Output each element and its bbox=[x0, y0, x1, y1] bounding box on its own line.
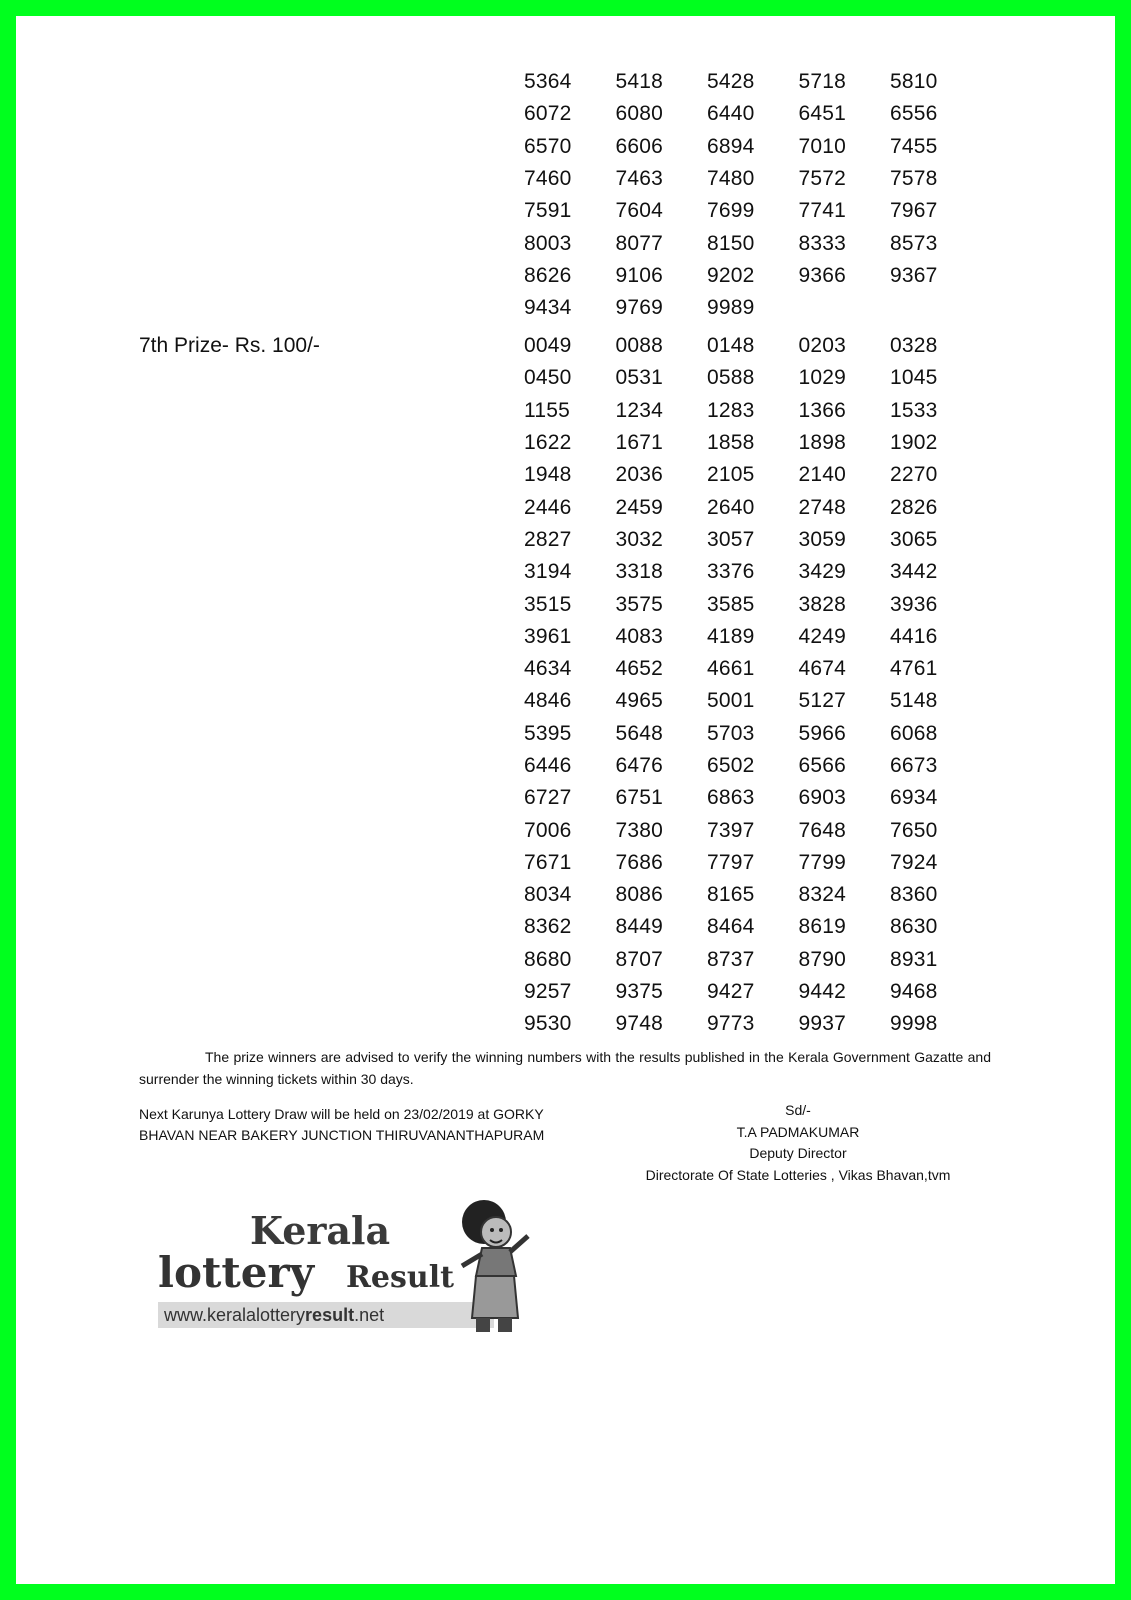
number-row bbox=[524, 588, 982, 620]
winning-number: 4761 bbox=[890, 657, 938, 681]
winning-number: 9998 bbox=[890, 1012, 938, 1036]
winning-number: 6727 bbox=[524, 786, 572, 810]
number-row bbox=[524, 524, 982, 556]
winning-number: 4965 bbox=[615, 689, 664, 713]
number-row bbox=[524, 976, 982, 1008]
winning-number: 1029 bbox=[798, 366, 847, 390]
winning-number: 9530 bbox=[524, 1012, 572, 1036]
number-row bbox=[524, 260, 982, 292]
winning-number: 3442 bbox=[890, 560, 938, 584]
result-page bbox=[16, 16, 1115, 1584]
winning-number: 7397 bbox=[707, 818, 755, 842]
winning-number: 5395 bbox=[524, 721, 572, 745]
winning-number: 9937 bbox=[798, 1012, 847, 1036]
winning-number: 7699 bbox=[707, 199, 755, 223]
number-row bbox=[524, 556, 982, 588]
winning-number: 5418 bbox=[615, 70, 664, 94]
winning-number: 7648 bbox=[798, 818, 847, 842]
winning-number: 9773 bbox=[707, 1012, 755, 1036]
winning-number: 0450 bbox=[524, 366, 572, 390]
winning-number: 6080 bbox=[615, 102, 664, 126]
winning-number: 8626 bbox=[524, 263, 572, 287]
winning-number: 4189 bbox=[707, 624, 755, 648]
number-row bbox=[524, 131, 982, 163]
winning-number: 9468 bbox=[890, 980, 938, 1004]
winning-number: 6934 bbox=[890, 786, 938, 810]
winning-number: 5718 bbox=[798, 70, 847, 94]
number-row bbox=[524, 782, 982, 814]
number-row bbox=[524, 427, 982, 459]
winning-number: 7671 bbox=[524, 850, 572, 874]
winning-number: 1533 bbox=[890, 398, 938, 422]
winning-number: 9375 bbox=[615, 980, 664, 1004]
winning-number: 6476 bbox=[615, 754, 664, 777]
winning-number: 0203 bbox=[798, 334, 847, 358]
winning-number: 7604 bbox=[615, 199, 664, 223]
winning-number: 3515 bbox=[524, 592, 572, 616]
winning-number: 3032 bbox=[615, 527, 664, 551]
winning-number: 9989 bbox=[707, 296, 755, 320]
winning-number: 0588 bbox=[707, 366, 755, 390]
number-row bbox=[524, 621, 982, 653]
winning-number: 8150 bbox=[707, 231, 755, 255]
winning-number: 7797 bbox=[707, 850, 755, 874]
winning-number: 0328 bbox=[890, 334, 938, 358]
winning-number: 4634 bbox=[524, 657, 572, 681]
signatory-title: Deputy Director bbox=[749, 1145, 847, 1161]
winning-number: 7455 bbox=[890, 134, 938, 158]
winning-number: 6894 bbox=[707, 134, 755, 158]
number-row bbox=[524, 653, 982, 685]
winning-number: 5703 bbox=[707, 721, 755, 745]
winning-number: 1858 bbox=[707, 431, 755, 455]
winning-number: 0049 bbox=[524, 334, 572, 358]
winning-number: 2827 bbox=[524, 527, 572, 551]
winning-number: 7572 bbox=[798, 167, 847, 191]
winning-number: 6502 bbox=[707, 754, 755, 777]
winning-number: 8086 bbox=[615, 883, 664, 907]
logo-word-lottery: lottery bbox=[158, 1248, 315, 1297]
winning-number: 4249 bbox=[798, 624, 847, 648]
winning-number: 7006 bbox=[524, 818, 572, 842]
winning-number: 1671 bbox=[615, 431, 664, 455]
winning-number: 7480 bbox=[707, 167, 755, 191]
winning-number: 4652 bbox=[615, 657, 664, 681]
winning-number: 7650 bbox=[890, 818, 938, 842]
winning-number: 6570 bbox=[524, 134, 572, 158]
number-row bbox=[524, 459, 982, 491]
winning-number: 3057 bbox=[707, 527, 755, 551]
number-row bbox=[524, 879, 982, 911]
winning-number: 1898 bbox=[798, 431, 847, 455]
winning-number: 2036 bbox=[615, 463, 664, 487]
winning-number: 2459 bbox=[615, 495, 664, 519]
winning-number: 5810 bbox=[890, 70, 938, 94]
winning-number: 3575 bbox=[615, 592, 664, 616]
winning-number: 2140 bbox=[798, 463, 847, 487]
logo-url-bold: result bbox=[305, 1305, 355, 1325]
number-row bbox=[524, 362, 982, 394]
logo-mascot-icon bbox=[454, 1200, 530, 1336]
winning-number: 7924 bbox=[890, 850, 938, 874]
winning-number: 6072 bbox=[524, 102, 572, 126]
next-draw-info bbox=[139, 1104, 599, 1146]
winning-number: 8360 bbox=[890, 883, 938, 907]
verification-notice: The prize winners are advised to verify the winning numbers with the results published in the Kerala Government Gazatte and surrender the winning tickets within 30 days. bbox=[139, 1049, 991, 1087]
winning-number: 6863 bbox=[707, 786, 755, 810]
winning-number: 6556 bbox=[890, 102, 938, 126]
number-row bbox=[524, 750, 982, 782]
winning-number: 1622 bbox=[524, 431, 572, 455]
winning-number: 2270 bbox=[890, 463, 938, 487]
number-row bbox=[524, 685, 982, 717]
winning-number: 1366 bbox=[798, 398, 847, 422]
winning-number: 6068 bbox=[890, 721, 938, 745]
winning-number: 7578 bbox=[890, 167, 938, 191]
winning-number: 7463 bbox=[615, 167, 664, 191]
number-row bbox=[524, 292, 982, 324]
winning-number: 5001 bbox=[707, 689, 755, 713]
winning-number: 8077 bbox=[615, 231, 664, 255]
winning-number: 7799 bbox=[798, 850, 847, 874]
prize-7th-label: 7th Prize- Rs. 100/- bbox=[139, 334, 320, 357]
logo-url-prefix: www.keralalottery bbox=[164, 1305, 306, 1325]
signature-block bbox=[628, 1100, 968, 1186]
winning-number: 8362 bbox=[524, 915, 572, 939]
winning-number: 8737 bbox=[707, 947, 755, 971]
winning-number: 1948 bbox=[524, 463, 572, 487]
winning-number: 6673 bbox=[890, 754, 938, 777]
winning-number: 8680 bbox=[524, 947, 572, 971]
winning-number: 6606 bbox=[615, 134, 664, 158]
winning-number: 5648 bbox=[615, 721, 664, 745]
winning-number: 6440 bbox=[707, 102, 755, 126]
winning-number: 9427 bbox=[707, 980, 755, 1004]
winning-number: 6566 bbox=[798, 754, 847, 777]
winning-number: 3194 bbox=[524, 560, 572, 584]
winning-number: 4674 bbox=[798, 657, 847, 681]
kerala-lottery-result-logo bbox=[158, 1206, 544, 1336]
winning-number: 7741 bbox=[798, 199, 847, 223]
signature-sd: Sd/- bbox=[785, 1102, 811, 1118]
winning-number: 3318 bbox=[615, 560, 664, 584]
winning-number: 1045 bbox=[890, 366, 938, 390]
winning-number: 8034 bbox=[524, 883, 572, 907]
number-row bbox=[524, 195, 982, 227]
number-row bbox=[524, 911, 982, 943]
logo-website-url bbox=[158, 1302, 494, 1328]
winning-number: 2826 bbox=[890, 495, 938, 519]
winning-number: 3828 bbox=[798, 592, 847, 616]
winning-number: 8333 bbox=[798, 231, 847, 255]
winning-number: 8003 bbox=[524, 231, 572, 255]
winning-number: 7010 bbox=[798, 134, 847, 158]
winning-number: 6451 bbox=[798, 102, 847, 126]
winning-number: 8931 bbox=[890, 947, 938, 971]
winning-number: 5364 bbox=[524, 70, 572, 94]
winning-number: 9442 bbox=[798, 980, 847, 1004]
prize-7th-number-grid bbox=[524, 330, 982, 1041]
winning-number: 9748 bbox=[615, 1012, 664, 1036]
winning-number: 0148 bbox=[707, 334, 755, 358]
winning-number: 8324 bbox=[798, 883, 847, 907]
winning-number: 4083 bbox=[615, 624, 664, 648]
winning-number: 0531 bbox=[615, 366, 664, 390]
winning-number: 8707 bbox=[615, 947, 664, 971]
winning-number: 3065 bbox=[890, 527, 938, 551]
winning-number: 6751 bbox=[615, 786, 664, 810]
winning-number: 4846 bbox=[524, 689, 572, 713]
winning-number: 8619 bbox=[798, 915, 847, 939]
number-row bbox=[524, 98, 982, 130]
winning-number: 4416 bbox=[890, 624, 938, 648]
winning-number: 4661 bbox=[707, 657, 755, 681]
winning-number: 2748 bbox=[798, 495, 847, 519]
winning-number: 8464 bbox=[707, 915, 755, 939]
winning-number: 9367 bbox=[890, 263, 938, 287]
winning-number: 9106 bbox=[615, 263, 664, 287]
winning-number: 9366 bbox=[798, 263, 847, 287]
number-row bbox=[524, 330, 982, 362]
logo-word-kerala: Kerala bbox=[250, 1208, 391, 1253]
winning-number: 8790 bbox=[798, 947, 847, 971]
number-row bbox=[524, 718, 982, 750]
winning-number: 3429 bbox=[798, 560, 847, 584]
winning-number: 3936 bbox=[890, 592, 938, 616]
signatory-name: T.A PADMAKUMAR bbox=[736, 1123, 860, 1140]
number-row bbox=[524, 66, 982, 98]
winning-number: 9202 bbox=[707, 263, 755, 287]
winning-number: 7380 bbox=[615, 818, 664, 842]
winning-number: 5127 bbox=[798, 689, 847, 713]
winning-number: 2105 bbox=[707, 463, 755, 487]
signatory-office: Directorate Of State Lotteries , Vikas Bhavan,tvm bbox=[645, 1166, 951, 1183]
number-row bbox=[524, 944, 982, 976]
winning-number: 6446 bbox=[524, 754, 572, 777]
winning-number: 2640 bbox=[707, 495, 755, 519]
winning-number: 3376 bbox=[707, 560, 755, 584]
winning-number: 8165 bbox=[707, 883, 755, 907]
number-row bbox=[524, 847, 982, 879]
winning-number: 9257 bbox=[524, 980, 572, 1004]
winning-number: 6903 bbox=[798, 786, 847, 810]
logo-url-suffix: .net bbox=[354, 1305, 385, 1325]
prize-6th-number-grid bbox=[524, 66, 982, 324]
winning-number: 3059 bbox=[798, 527, 847, 551]
winning-number: 3585 bbox=[707, 592, 755, 616]
winning-number: 1155 bbox=[524, 398, 570, 422]
winning-number: 7686 bbox=[615, 850, 664, 874]
winning-number: 8573 bbox=[890, 231, 938, 255]
winning-number: 8630 bbox=[890, 915, 938, 939]
number-row bbox=[524, 163, 982, 195]
winning-number: 5148 bbox=[890, 689, 938, 713]
winning-number: 8449 bbox=[615, 915, 664, 939]
winning-number: 5428 bbox=[707, 70, 755, 94]
number-row bbox=[524, 1008, 982, 1040]
winning-number: 9769 bbox=[615, 296, 664, 320]
winning-number: 5966 bbox=[798, 721, 847, 745]
winning-number: 7460 bbox=[524, 167, 572, 191]
winning-number: 1234 bbox=[615, 398, 664, 422]
winning-number: 7591 bbox=[524, 199, 572, 223]
number-row bbox=[524, 395, 982, 427]
winning-number: 1902 bbox=[890, 431, 938, 455]
winning-number: 3961 bbox=[524, 624, 572, 648]
number-row bbox=[524, 491, 982, 523]
winning-number: 1283 bbox=[707, 398, 755, 422]
next-draw-line-1: Next Karunya Lottery Draw will be held on 23/02/2019 at GORKY bbox=[139, 1106, 544, 1122]
number-row bbox=[524, 227, 982, 259]
winning-number: 9434 bbox=[524, 296, 572, 320]
number-row bbox=[524, 814, 982, 846]
winning-number: 7967 bbox=[890, 199, 938, 223]
next-draw-line-2: BHAVAN NEAR BAKERY JUNCTION THIRUVANANTHAPURAM bbox=[139, 1127, 545, 1143]
winning-number: 2446 bbox=[524, 495, 572, 519]
winning-number: 0088 bbox=[615, 334, 664, 358]
logo-word-result: Result bbox=[346, 1260, 454, 1295]
